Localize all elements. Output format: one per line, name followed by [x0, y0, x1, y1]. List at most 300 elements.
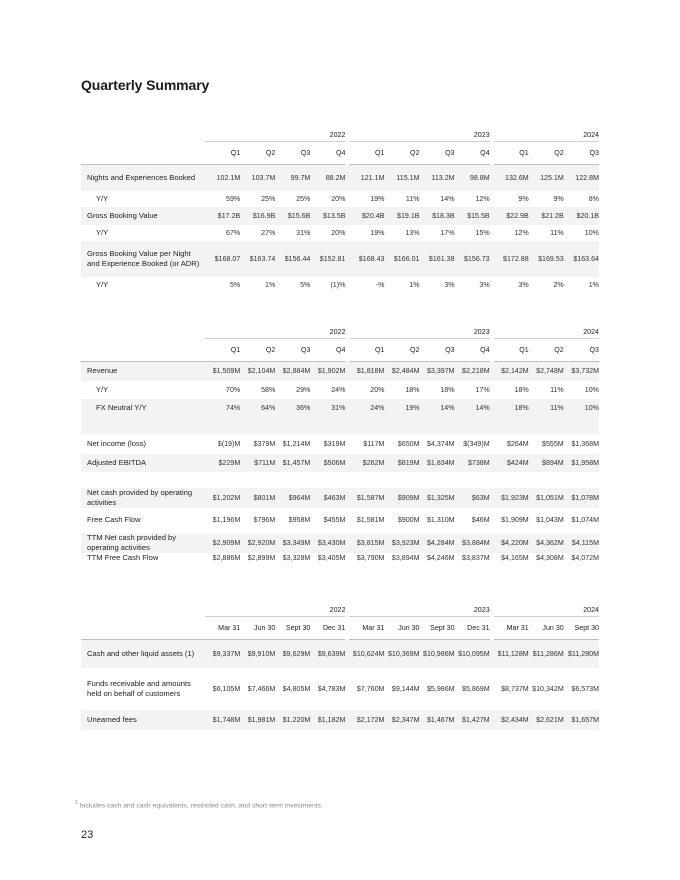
period-header: Q3	[420, 339, 455, 362]
cell-value: $2,748M	[529, 362, 564, 381]
cell-value: $9,337M	[205, 640, 240, 668]
period-header: Sept 30	[275, 617, 310, 640]
period-header: Q2	[240, 142, 275, 165]
table-row	[81, 381, 599, 399]
cell-value: 58%	[261, 385, 276, 394]
cell-value: 10%	[564, 399, 599, 417]
period-header: Mar 31	[349, 617, 384, 640]
cell-value: 19%	[370, 194, 385, 203]
row-label: Revenue	[81, 362, 205, 381]
cell-value: $1,325M	[420, 488, 455, 508]
table-row	[81, 165, 599, 191]
cell-value: 17%	[440, 228, 455, 237]
cell-value: $2,347M	[384, 710, 419, 730]
cell-value: 59%	[226, 194, 241, 203]
cell-value: $1,587M	[349, 488, 384, 508]
cell-value: $506M	[310, 454, 345, 472]
spacer-cell	[81, 417, 599, 435]
cell-value: $463M	[310, 488, 345, 508]
cell-value: 19%	[384, 399, 419, 417]
cell-value: (1)%	[330, 280, 346, 289]
cell-value: $4,284M	[420, 533, 455, 553]
cell-value: $1,958M	[564, 454, 599, 472]
table-row	[81, 241, 599, 277]
cell-value: $2,434M	[494, 710, 529, 730]
row-label: Y/Y	[96, 193, 109, 203]
header-blank	[81, 604, 205, 617]
cell-value: 5%	[300, 280, 311, 289]
cell-value: $20.4B	[349, 207, 384, 225]
year-header: 2022	[205, 604, 345, 617]
cell-value: 1%	[588, 280, 599, 289]
row-label: Unearned fees	[81, 710, 205, 730]
spacer-row	[81, 472, 599, 488]
period-header: Q2	[529, 339, 564, 362]
cell-value: $894M	[529, 454, 564, 472]
period-header-row	[81, 339, 599, 362]
cell-value: $4,246M	[426, 553, 455, 562]
cell-value: $10,624M	[349, 640, 384, 668]
cell-value: $2,884M	[275, 362, 310, 381]
cell-value: 12%	[475, 194, 490, 203]
cell-value: $152.81	[310, 241, 345, 277]
cell-value: 11%	[405, 194, 420, 203]
row-label: Gross Booking Value per Night and Experience Booked (or ADR)	[81, 241, 205, 277]
period-header-row	[81, 142, 599, 165]
year-header: 2023	[349, 326, 489, 339]
cell-value: $4,220M	[494, 533, 529, 553]
cell-value: 14%	[440, 194, 455, 203]
cell-value: $262M	[349, 454, 384, 472]
cell-value: $424M	[494, 454, 529, 472]
financial-results-table	[81, 326, 599, 563]
header-blank	[81, 129, 205, 142]
cell-value: $801M	[240, 488, 275, 508]
cell-value: $1,202M	[205, 488, 240, 508]
cell-value: $15.6B	[275, 207, 310, 225]
period-header: Q1	[349, 339, 384, 362]
cell-value: $156.73	[455, 241, 490, 277]
cell-value: $11,286M	[529, 640, 564, 668]
cell-value: 2%	[553, 280, 564, 289]
cell-value: 3%	[479, 280, 490, 289]
row-label: Gross Booking Value	[81, 207, 205, 225]
cell-value: $3,430M	[310, 533, 345, 553]
cell-value: $10,095M	[455, 640, 490, 668]
row-label: TTM Net cash provided by operating activities	[81, 533, 205, 553]
spacer-row	[81, 417, 599, 435]
period-header: Jun 30	[384, 617, 419, 640]
period-header: Q1	[494, 339, 529, 362]
period-header-row	[81, 617, 599, 640]
cell-value: 74%	[205, 399, 240, 417]
table-row	[81, 435, 599, 454]
cell-value: 24%	[349, 399, 384, 417]
period-header: Q2	[384, 142, 419, 165]
cell-value: 11%	[529, 399, 564, 417]
cell-value: $9,639M	[310, 640, 345, 668]
row-label: Adjusted EBITDA	[81, 454, 205, 472]
cell-value: 18%	[494, 399, 529, 417]
cell-value: 27%	[261, 228, 276, 237]
cell-value: 17%	[475, 385, 490, 394]
cell-value: $4,783M	[317, 684, 346, 693]
table-row	[81, 207, 599, 225]
cell-value: 18%	[405, 385, 420, 394]
cell-value: 98.8M	[455, 165, 490, 191]
cell-value: 5%	[229, 280, 241, 289]
cell-value: $1,657M	[564, 710, 599, 730]
year-header-row	[81, 326, 599, 339]
cell-value: 132.6M	[494, 165, 529, 191]
cell-value: $22.9B	[494, 207, 529, 225]
cell-value: $3,923M	[384, 533, 419, 553]
cell-value: 3%	[518, 280, 529, 289]
cell-value: 70%	[226, 385, 241, 394]
year-header: 2024	[494, 129, 599, 142]
cell-value: $3,397M	[420, 362, 455, 381]
cell-value: $18.3B	[420, 207, 455, 225]
cell-value: $964M	[275, 488, 310, 508]
cell-value: 3%	[444, 280, 455, 289]
cell-value: $9,910M	[240, 640, 275, 668]
year-header: 2022	[205, 129, 345, 142]
cell-value: $(19)M	[217, 440, 241, 448]
cell-value: $20.1B	[564, 207, 599, 225]
cell-value: $2,886M	[212, 553, 241, 562]
cell-value: $10,986M	[420, 640, 455, 668]
period-header: Q3	[564, 339, 599, 362]
period-header: Dec 31	[310, 617, 345, 640]
cell-value: $4,308M	[536, 553, 564, 562]
cell-value: 102.1M	[205, 165, 240, 191]
balance-sheet-table	[81, 604, 599, 730]
cell-value: $3,837M	[462, 553, 490, 562]
cell-value: $3,328M	[282, 553, 311, 562]
cell-value: $711M	[240, 454, 275, 472]
cell-value: 20%	[370, 385, 385, 394]
table-row	[81, 668, 599, 710]
page-number: 23	[81, 829, 94, 841]
cell-value: $1,902M	[310, 362, 345, 381]
cell-value: $1,909M	[501, 516, 529, 524]
year-header-row	[81, 604, 599, 617]
table-row	[81, 191, 599, 207]
year-header: 2023	[349, 129, 489, 142]
footnote-marker: 1	[75, 800, 78, 806]
row-label: Nights and Experiences Booked	[81, 165, 205, 191]
cell-value: $168.07	[205, 241, 240, 277]
cell-value: 12%	[514, 228, 529, 237]
cell-value: $19.1B	[384, 207, 419, 225]
period-header: Q1	[205, 339, 240, 362]
cell-value: $1,509M	[205, 362, 240, 381]
cell-value: $2,920M	[240, 533, 275, 553]
cell-value: $650M	[397, 440, 420, 448]
cell-value: 64%	[240, 399, 275, 417]
cell-value: $(349)M	[463, 440, 490, 448]
cell-value: $163.74	[240, 241, 275, 277]
cell-value: $4,374M	[426, 440, 455, 448]
table-row	[81, 399, 599, 417]
cell-value: $1,310M	[426, 516, 455, 524]
row-label: Y/Y	[96, 227, 109, 237]
cell-value: $163.64	[564, 241, 599, 277]
cell-value: 18%	[514, 385, 529, 394]
cell-value: $1,581M	[356, 516, 385, 524]
year-header-row	[81, 129, 599, 142]
cell-value: $11,280M	[564, 640, 599, 668]
footnote	[75, 800, 323, 809]
cell-value: 19%	[370, 228, 385, 237]
cell-value: 9%	[553, 194, 564, 203]
cell-value: 8%	[588, 194, 599, 203]
period-header: Mar 31	[205, 617, 240, 640]
period-header: Sept 30	[564, 617, 599, 640]
cell-value: $1,923M	[494, 488, 529, 508]
cell-value: $1,981M	[240, 710, 275, 730]
cell-value: $2,218M	[455, 362, 490, 381]
cell-value: 9%	[518, 194, 529, 203]
period-header: Q3	[275, 142, 310, 165]
cell-value: $4,805M	[282, 684, 311, 693]
cell-value: $900M	[397, 516, 420, 524]
table-row	[81, 225, 599, 241]
cell-value: $1,043M	[536, 516, 564, 524]
cell-value: $17.2B	[205, 207, 240, 225]
cell-value: $8,737M	[501, 684, 529, 693]
cell-value: -%	[375, 280, 385, 289]
cell-value: 14%	[420, 399, 455, 417]
table-row	[81, 533, 599, 553]
cell-value: $166.01	[384, 241, 419, 277]
cell-value: 1%	[265, 280, 276, 289]
cell-value: 11%	[550, 385, 564, 394]
cell-value: $3,405M	[317, 553, 346, 562]
cell-value: $2,104M	[240, 362, 275, 381]
period-header: Q4	[310, 142, 345, 165]
year-header: 2024	[494, 326, 599, 339]
cell-value: 88.2M	[310, 165, 345, 191]
cell-value: $1,214M	[282, 440, 311, 448]
cell-value: $379M	[253, 440, 276, 448]
cell-value: $1,818M	[349, 362, 384, 381]
cell-value: $46M	[471, 516, 490, 524]
cell-value: $2,909M	[205, 533, 240, 553]
cell-value: $168.43	[349, 241, 384, 277]
cell-value: 121.1M	[349, 165, 384, 191]
cell-value: $1,220M	[275, 710, 310, 730]
cell-value: $5,986M	[426, 684, 455, 693]
period-header: Q3	[420, 142, 455, 165]
cell-value: 10%	[584, 228, 599, 237]
cell-value: $4,072M	[571, 553, 599, 562]
cell-value: $7,466M	[247, 684, 276, 693]
period-header: Q4	[310, 339, 345, 362]
cell-value: $4,362M	[529, 533, 564, 553]
cell-value: $156.44	[275, 241, 310, 277]
cell-value: $2,172M	[349, 710, 384, 730]
cell-value: $264M	[506, 440, 529, 448]
cell-value: $3,894M	[391, 553, 420, 562]
cell-value: $21.2B	[529, 207, 564, 225]
cell-value: $6,573M	[571, 684, 599, 693]
cell-value: $738M	[455, 454, 490, 472]
cell-value: $1,834M	[420, 454, 455, 472]
cell-value: $2,484M	[384, 362, 419, 381]
booking-metrics-table	[81, 129, 599, 293]
cell-value: $161.38	[420, 241, 455, 277]
cell-value: $455M	[323, 516, 346, 524]
table-row	[81, 277, 599, 293]
cell-value: 122.8M	[564, 165, 599, 191]
spacer-cell	[81, 472, 599, 488]
cell-value: $2,899M	[247, 553, 276, 562]
footnote-text: Includes cash and cash equivalents, restricted cash, and short-term investments.	[79, 802, 323, 810]
cell-value: $5,869M	[462, 684, 490, 693]
period-header: Mar 31	[494, 617, 529, 640]
cell-value: 25%	[296, 194, 311, 203]
row-label: Funds receivable and amounts held on behalf of customers	[87, 678, 191, 698]
cell-value: $3,790M	[356, 553, 385, 562]
cell-value: 113.2M	[420, 165, 455, 191]
cell-value: $319M	[323, 440, 346, 448]
year-header: 2024	[494, 604, 599, 617]
cell-value: $9,144M	[391, 684, 420, 693]
cell-value: $1,467M	[420, 710, 455, 730]
cell-value: $169.53	[529, 241, 564, 277]
cell-value: $6,105M	[212, 684, 241, 693]
cell-value: $16.9B	[240, 207, 275, 225]
row-label: Net income (loss)	[87, 439, 147, 448]
period-header: Q1	[205, 142, 240, 165]
period-header: Q2	[529, 142, 564, 165]
row-label: Net cash provided by operating activities	[81, 488, 205, 508]
period-header: Jun 30	[240, 617, 275, 640]
header-blank	[81, 617, 205, 640]
cell-value: $1,074M	[571, 516, 599, 524]
header-blank	[81, 142, 205, 165]
cell-value: $11,128M	[494, 640, 529, 668]
cell-value: $3,732M	[564, 362, 599, 381]
cell-value: $229M	[205, 454, 240, 472]
cell-value: 31%	[310, 399, 345, 417]
table-row	[81, 640, 599, 668]
row-label: Y/Y	[96, 279, 109, 289]
row-label: Cash and other liquid assets (1)	[81, 640, 205, 668]
cell-value: $2,142M	[494, 362, 529, 381]
cell-value: 15%	[475, 228, 490, 237]
period-header: Q4	[455, 142, 490, 165]
cell-value: 67%	[226, 228, 241, 237]
cell-value: $13.5B	[310, 207, 345, 225]
cell-value: $1,196M	[212, 516, 241, 524]
cell-value: $9,629M	[275, 640, 310, 668]
cell-value: 103.7M	[240, 165, 275, 191]
table-row	[81, 488, 599, 508]
table-row	[81, 454, 599, 472]
row-label: Y/Y	[96, 384, 109, 394]
period-header: Q2	[240, 339, 275, 362]
cell-value: $958M	[288, 516, 311, 524]
cell-value: $1,368M	[571, 440, 599, 448]
cell-value: $4,165M	[501, 553, 529, 562]
cell-value: $1,078M	[564, 488, 599, 508]
cell-value: $1,051M	[529, 488, 564, 508]
cell-value: $10,369M	[384, 640, 419, 668]
cell-value: 24%	[331, 385, 346, 394]
row-label: FX Neutral Y/Y	[81, 399, 205, 417]
period-header: Q4	[455, 339, 490, 362]
period-header: Jun 30	[529, 617, 564, 640]
cell-value: $1,427M	[455, 710, 490, 730]
cell-value: $3,815M	[349, 533, 384, 553]
cell-value: $555M	[542, 440, 564, 448]
cell-value: $909M	[384, 488, 419, 508]
table-row	[81, 710, 599, 730]
table-row	[81, 553, 599, 563]
cell-value: 99.7M	[275, 165, 310, 191]
period-header: Q3	[564, 142, 599, 165]
cell-value: $1,182M	[310, 710, 345, 730]
cell-value: $3,349M	[275, 533, 310, 553]
cell-value: 31%	[296, 228, 311, 237]
cell-value: $3,884M	[455, 533, 490, 553]
cell-value: 115.1M	[384, 165, 419, 191]
table-row	[81, 508, 599, 533]
page-title: Quarterly Summary	[81, 77, 210, 93]
cell-value: 20%	[331, 228, 346, 237]
row-label: TTM Free Cash Flow	[87, 552, 159, 562]
cell-value: $10,342M	[532, 684, 564, 693]
header-blank	[81, 339, 205, 362]
year-header: 2022	[205, 326, 345, 339]
row-label: Free Cash Flow	[87, 515, 141, 524]
period-header: Sept 30	[420, 617, 455, 640]
year-header: 2023	[349, 604, 489, 617]
cell-value: 11%	[550, 228, 564, 237]
table-row	[81, 362, 599, 381]
period-header: Q1	[349, 142, 384, 165]
period-header: Q2	[384, 339, 419, 362]
cell-value: 10%	[584, 385, 599, 394]
cell-value: $15.5B	[455, 207, 490, 225]
cell-value: $117M	[363, 440, 385, 448]
cell-value: 29%	[296, 385, 311, 394]
cell-value: $2,621M	[529, 710, 564, 730]
cell-value: 20%	[331, 194, 346, 203]
cell-value: $1,457M	[275, 454, 310, 472]
cell-value: $796M	[253, 516, 276, 524]
cell-value: $4,115M	[564, 533, 599, 553]
cell-value: 13%	[405, 228, 420, 237]
period-header: Q3	[275, 339, 310, 362]
cell-value: 18%	[440, 385, 455, 394]
cell-value: 125.1M	[529, 165, 564, 191]
period-header: Q1	[494, 142, 529, 165]
cell-value: 25%	[261, 194, 276, 203]
cell-value: $819M	[384, 454, 419, 472]
cell-value: 14%	[455, 399, 490, 417]
period-header: Dec 31	[455, 617, 490, 640]
cell-value: 1%	[409, 280, 420, 289]
header-blank	[81, 326, 205, 339]
cell-value: $1,748M	[205, 710, 240, 730]
cell-value: $7,760M	[356, 684, 385, 693]
cell-value: 36%	[275, 399, 310, 417]
cell-value: $172.88	[494, 241, 529, 277]
cell-value: $63M	[455, 488, 490, 508]
